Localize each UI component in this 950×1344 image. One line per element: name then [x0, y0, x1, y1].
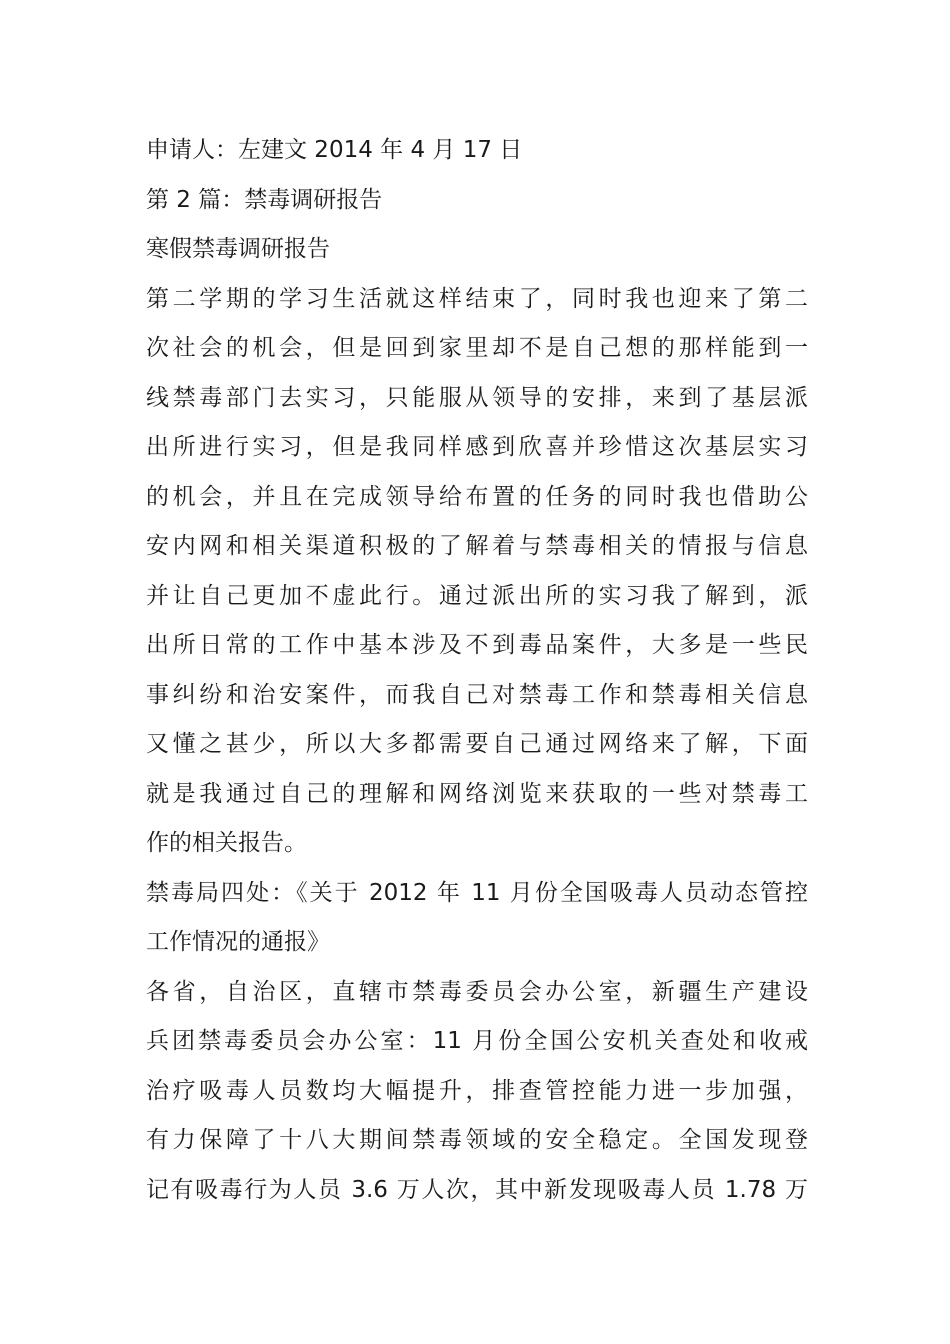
text-line: 禁毒局四处：《关于 2012 年 11 月份全国吸毒人员动态管控 [146, 879, 808, 906]
text-line: 寒假禁毒调研报告 [146, 236, 330, 262]
text-line: 安内网和相关渠道积极的了解着与禁毒相关的情报与信息 [146, 533, 808, 559]
text-line: 治疗吸毒人员数均大幅提升，排查管控能力进一步加强， [146, 1077, 808, 1104]
text-line: 第 2 篇：禁毒调研报告 [146, 186, 383, 213]
text-line: 出所进行实习，但是我同样感到欣喜并珍惜这次基层实习 [146, 434, 808, 460]
text-line: 第二学期的学习生活就这样结束了，同时我也迎来了第二 [146, 285, 808, 312]
document-body [146, 126, 808, 1215]
text-line: 记有吸毒行为人员 3.6 万人次，其中新发现吸毒人员 1.78 万 [146, 1176, 808, 1203]
text-line: 申请人：左建文 2014 年 4 月 17 日 [146, 137, 523, 163]
text-line: 出所日常的工作中基本涉及不到毒品案件，大多是一些民 [146, 632, 808, 658]
text-line: 线禁毒部门去实习，只能服从领导的安排，来到了基层派 [146, 384, 808, 411]
text-line: 工作情况的通报》 [146, 929, 330, 955]
text-line: 的机会，并且在完成领导给布置的任务的同时我也借助公 [146, 483, 808, 510]
text-line: 就是我通过自己的理解和网络浏览来获取的一些对禁毒工 [146, 780, 808, 807]
text-line: 并让自己更加不虚此行。通过派出所的实习我了解到，派 [146, 582, 808, 609]
text-line: 各省，自治区，直辖市禁毒委员会办公室，新疆生产建设 [146, 978, 808, 1005]
text-line: 作的相关报告。 [146, 830, 307, 856]
text-line: 兵团禁毒委员会办公室：11 月份全国公安机关查处和收戒 [146, 1028, 808, 1054]
text-line: 事纠纷和治安案件，而我自己对禁毒工作和禁毒相关信息 [146, 681, 808, 708]
text-line: 有力保障了十八大期间禁毒领域的安全稳定。全国发现登 [146, 1127, 808, 1153]
text-line: 次社会的机会，但是回到家里却不是自己想的那样能到一 [146, 335, 808, 361]
text-line: 又懂之甚少，所以大多都需要自己通过网络来了解，下面 [146, 731, 808, 757]
